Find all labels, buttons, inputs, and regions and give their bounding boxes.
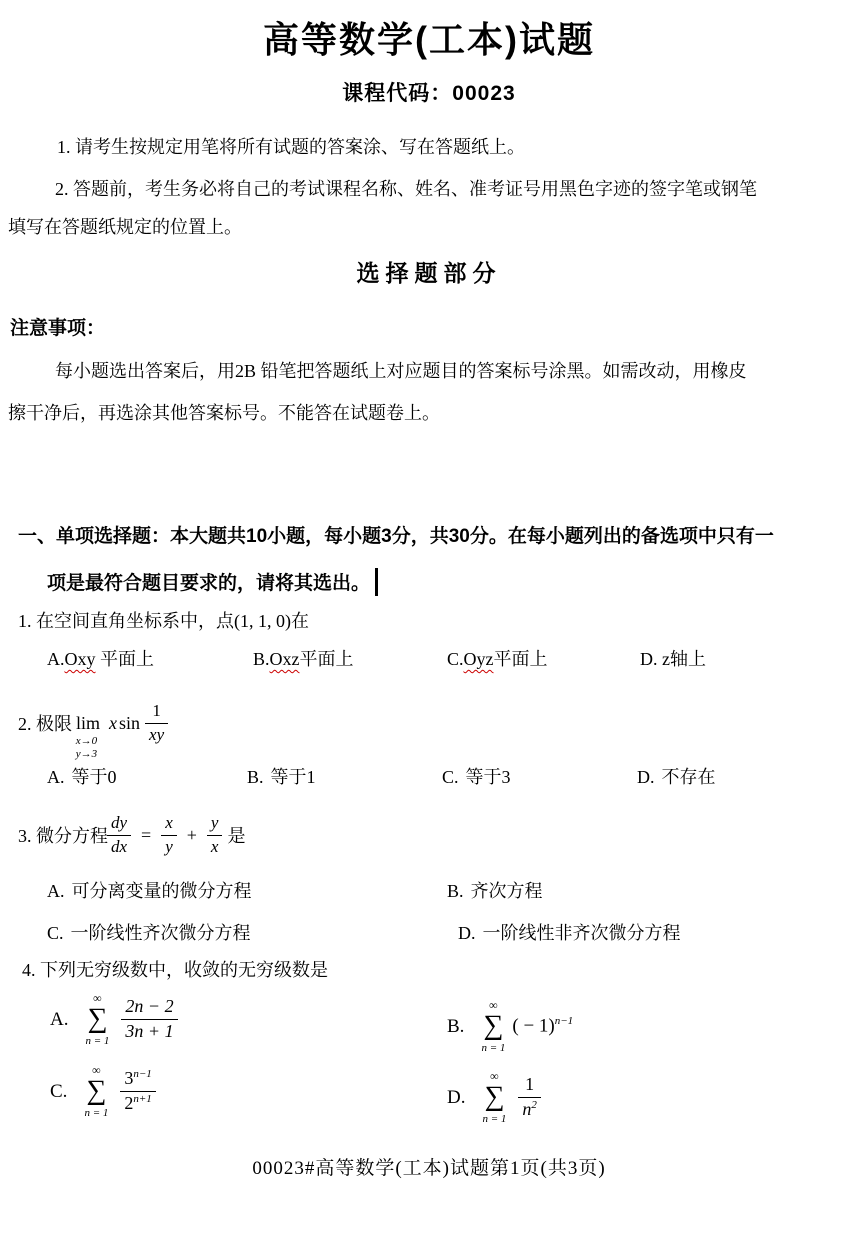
option-label: C. (50, 1080, 68, 1102)
sum-lower-limit: n = 1 (481, 1042, 506, 1054)
section-heading-choice: 选择题部分 (356, 260, 502, 286)
sum-lower-limit: n = 1 (84, 1107, 109, 1119)
option-label: D. (447, 1086, 466, 1108)
q3-stem-text: 3. 微分方程 (18, 826, 108, 846)
q2-option-a (47, 763, 117, 789)
option-text: 一阶线性齐次微分方程 (70, 923, 251, 943)
fraction-numerator: 2n − 2 (121, 996, 177, 1020)
instruction-2-line2: 填写在答题纸规定的位置上。 (8, 217, 242, 237)
den-base: 2 (124, 1093, 134, 1113)
den-base: n (522, 1099, 532, 1119)
spellcheck-word: Oxy (64, 649, 96, 669)
question-2-options (0, 763, 858, 793)
option-text: 等于3 (465, 767, 511, 787)
den-exponent: n+1 (133, 1093, 152, 1105)
option-text: 等于1 (270, 767, 316, 787)
question-3-options-row1 (0, 877, 858, 907)
fraction (121, 996, 177, 1042)
term-exponent: n−1 (554, 1015, 574, 1028)
sigma-icon: ∑ (87, 1003, 108, 1034)
q3-option-d (458, 919, 681, 945)
num-base: 3 (124, 1068, 134, 1089)
spellcheck-word: Oyz (463, 649, 494, 669)
question-4-stem: 4. 下列无穷级数中，收敛的无穷级数是 (22, 960, 328, 980)
notes-paragraph (8, 350, 856, 434)
summation-symbol (481, 999, 505, 1054)
summation-symbol (482, 1070, 506, 1125)
option-label: A. (47, 767, 65, 787)
option-label: D. (458, 923, 476, 943)
summation-symbol (85, 992, 109, 1047)
section1-heading-line2-text: 项是最符合题目要求的，请将其选出。 (47, 573, 371, 594)
limit-sub2: y→3 (75, 747, 98, 760)
option-label: C. (442, 767, 459, 787)
fraction-dy-dx (107, 813, 131, 857)
exam-title: 高等数学(工本)试题 (263, 19, 595, 60)
option-label: B. (253, 649, 270, 669)
spellcheck-word: Oxz (269, 649, 300, 669)
fraction-denominator: x (210, 836, 219, 856)
sigma-icon: ∑ (86, 1075, 107, 1106)
course-code: 课程代码：00023 (342, 82, 516, 105)
equals-sign: = (141, 824, 152, 845)
sum-lower-limit: n = 1 (482, 1113, 507, 1125)
option-label: D. (637, 767, 655, 787)
q1-option-a (47, 645, 154, 671)
fraction (518, 1074, 541, 1120)
fraction-x-y (161, 813, 177, 857)
limit-sub1: x→0 (75, 734, 98, 747)
q2-option-d (637, 763, 716, 789)
option-text: 齐次方程 (470, 881, 543, 901)
q4-option-b (447, 999, 573, 1054)
option-text: 一阶线性非齐次微分方程 (482, 923, 681, 943)
q1-option-c (447, 645, 548, 671)
q3-option-b (447, 877, 543, 903)
instruction-1: 1. 请考生按规定用笔将所有试题的答案涂、写在答题纸上。 (57, 137, 525, 157)
summation-symbol (84, 1064, 108, 1119)
q2-stem-text: 2. 极限 (18, 714, 72, 734)
fraction-denominator: dx (111, 836, 128, 856)
q4-option-a (50, 992, 183, 1047)
term-base: ( − 1) (512, 1015, 555, 1037)
section1-heading (18, 513, 850, 607)
option-label: B. (247, 767, 264, 787)
fraction-denominator: 3n + 1 (125, 1021, 174, 1041)
instruction-2-line1: 2. 答题前，考生务必将自己的考试课程名称、姓名、准考证号用黑色字迹的签字笔或钢笔 (55, 179, 757, 199)
sum-lower-limit: n = 1 (85, 1035, 110, 1047)
sigma-icon: ∑ (483, 1010, 504, 1041)
notes-line1: 每小题选出答案后，用2B 铅笔把答题纸上对应题目的答案标号涂黑。如需改动，用橡皮 (55, 361, 747, 381)
q3-option-c (47, 919, 251, 945)
q3-stem-suffix: 是 (227, 826, 246, 846)
fraction-numerator: y (207, 813, 223, 835)
fraction-denominator: xy (149, 724, 165, 744)
option-text: 不存在 (661, 767, 716, 787)
sum-upper-limit: ∞ (490, 1069, 499, 1083)
q4-option-d (447, 1070, 546, 1125)
option-label: D. (640, 649, 658, 669)
lim-text: lim (76, 712, 101, 733)
question-1-stem: 1. 在空间直角坐标系中，点(1, 1, 0)在 (18, 611, 309, 631)
q3-option-a (47, 877, 252, 903)
limit-subscripts (72, 735, 101, 761)
question-2-stem (18, 696, 173, 760)
limit-operator (75, 712, 101, 760)
question-3-stem (18, 806, 245, 864)
plus-sign: + (186, 824, 197, 845)
section1-heading-line2 (18, 560, 850, 607)
page-footer: 00023#高等数学(工本)试题第1页(共3页) (252, 1158, 606, 1179)
q1-option-d (640, 645, 706, 671)
fraction-numerator: dy (107, 813, 131, 835)
fraction-y-x (207, 813, 223, 857)
sum-upper-limit: ∞ (92, 1063, 101, 1077)
option-text: 等于0 (71, 767, 117, 787)
fraction (145, 701, 168, 745)
notes-line2: 擦干净后，再选涂其他答案标号。不能答在试题卷上。 (8, 403, 440, 423)
option-label: B. (447, 881, 464, 901)
notes-title: 注意事项： (10, 318, 106, 339)
option-text: z轴上 (657, 649, 706, 669)
q1-option-b (253, 645, 354, 671)
sum-upper-limit: ∞ (489, 998, 498, 1012)
option-label: A. (47, 881, 65, 901)
section1-heading-line1: 一、单项选择题：本大题共10小题，每小题3分，共30分。在每小题列出的备选项中只有一 (18, 526, 774, 547)
option-label: A. (47, 649, 65, 669)
den-exponent: 2 (531, 1099, 537, 1111)
fraction-numerator: 1 (518, 1074, 541, 1098)
option-text: 可分离变量的微分方程 (71, 881, 252, 901)
sigma-icon: ∑ (484, 1081, 505, 1112)
option-text: 平面上 (299, 649, 354, 669)
q2-option-b (247, 763, 316, 789)
fraction-numerator (120, 1068, 155, 1092)
instruction-2 (8, 170, 854, 246)
option-text: 平面上 (493, 649, 548, 669)
option-label: C. (47, 923, 64, 943)
option-label: A. (50, 1008, 69, 1030)
option-text: 平面上 (95, 649, 154, 669)
text-cursor (375, 568, 378, 596)
fraction (120, 1068, 155, 1114)
q2-option-c (442, 763, 511, 789)
sum-upper-limit: ∞ (93, 991, 102, 1005)
fraction-numerator: 1 (145, 701, 168, 723)
fraction-numerator: x (161, 813, 177, 835)
series-term (512, 1015, 573, 1037)
question-3-options-row2 (0, 919, 858, 949)
q4-option-c (50, 1064, 161, 1119)
fraction-denominator: y (165, 836, 173, 856)
option-label: B. (447, 1015, 465, 1037)
fraction-denominator (120, 1092, 155, 1115)
option-label: C. (447, 649, 464, 669)
question-1-options (0, 645, 858, 675)
sin-function: sin (119, 712, 141, 733)
fraction-denominator (518, 1098, 541, 1121)
variable-x: x (109, 712, 118, 733)
num-exponent: n−1 (133, 1068, 152, 1081)
